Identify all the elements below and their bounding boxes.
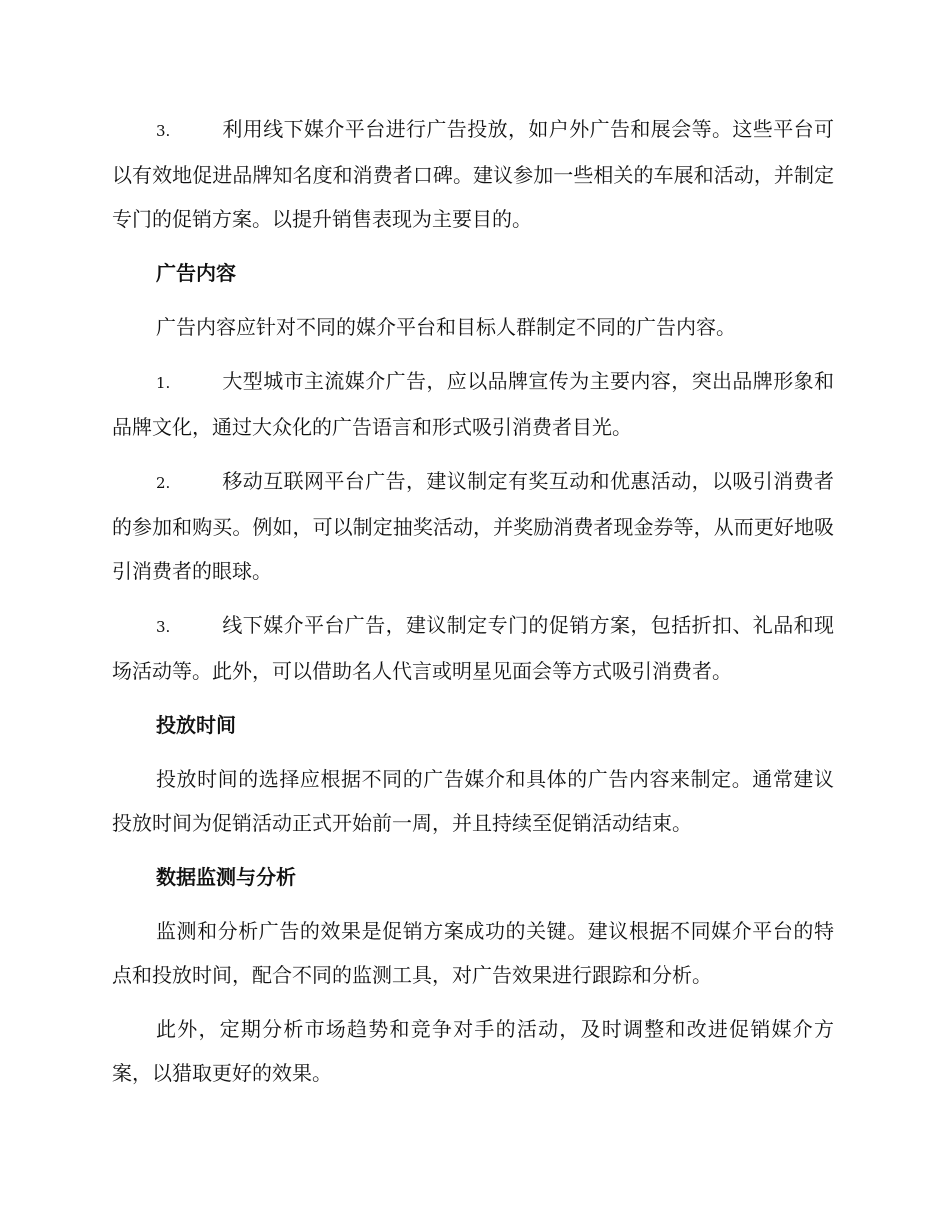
list-item-city-media: [112, 359, 834, 449]
paragraph-timing: 投放时间的选择应根据不同的广告媒介和具体的广告内容来制定。通常建议投放时间为促销活动正式开始前一周，并且持续至促销活动结束。: [112, 767, 834, 835]
list-item-text: 大型城市主流媒介广告，应以品牌宣传为主要内容，突出品牌形象和品牌文化，通过大众化的广告语言和形式吸引消费者目光。: [112, 369, 834, 439]
list-number: 3.: [156, 122, 171, 140]
list-item-mobile-internet: [112, 459, 834, 593]
list-number: 3.: [156, 618, 171, 636]
section-heading-timing: 投放时间: [156, 713, 236, 737]
list-item-offline-ads: [112, 603, 834, 693]
paragraph-monitoring: 监测和分析广告的效果是促销方案成功的关键。建议根据不同媒介平台的特点和投放时间，配合不同的监测工具，对广告效果进行跟踪和分析。: [112, 919, 834, 987]
list-number: 1.: [156, 374, 171, 392]
section-heading-ad-content: 广告内容: [156, 261, 236, 285]
paragraph-adjustment: 此外，定期分析市场趋势和竞争对手的活动，及时调整和改进促销媒介方案，以猎取更好的效果。: [112, 1017, 834, 1085]
paragraph-ad-content-intro: 广告内容应针对不同的媒介平台和目标人群制定不同的广告内容。: [156, 315, 736, 339]
document-body: [112, 107, 834, 1105]
list-item-text: 线下媒介平台广告，建议制定专门的促销方案，包括折扣、礼品和现场活动等。此外，可以借助名人代言或明星见面会等方式吸引消费者。: [112, 613, 834, 683]
list-item-text: 利用线下媒介平台进行广告投放，如户外广告和展会等。这些平台可以有效地促进品牌知名度和消费者口碑。建议参加一些相关的车展和活动，并制定专门的促销方案。以提升销售表现为主要目的。: [112, 117, 834, 231]
list-number: 2.: [156, 474, 171, 492]
list-item-offline-media: [112, 107, 834, 241]
list-item-text: 移动互联网平台广告，建议制定有奖互动和优惠活动，以吸引消费者的参加和购买。例如，可以制定抽奖活动，并奖励消费者现金券等，从而更好地吸引消费者的眼球。: [112, 469, 834, 583]
section-heading-monitoring: 数据监测与分析: [156, 865, 296, 889]
